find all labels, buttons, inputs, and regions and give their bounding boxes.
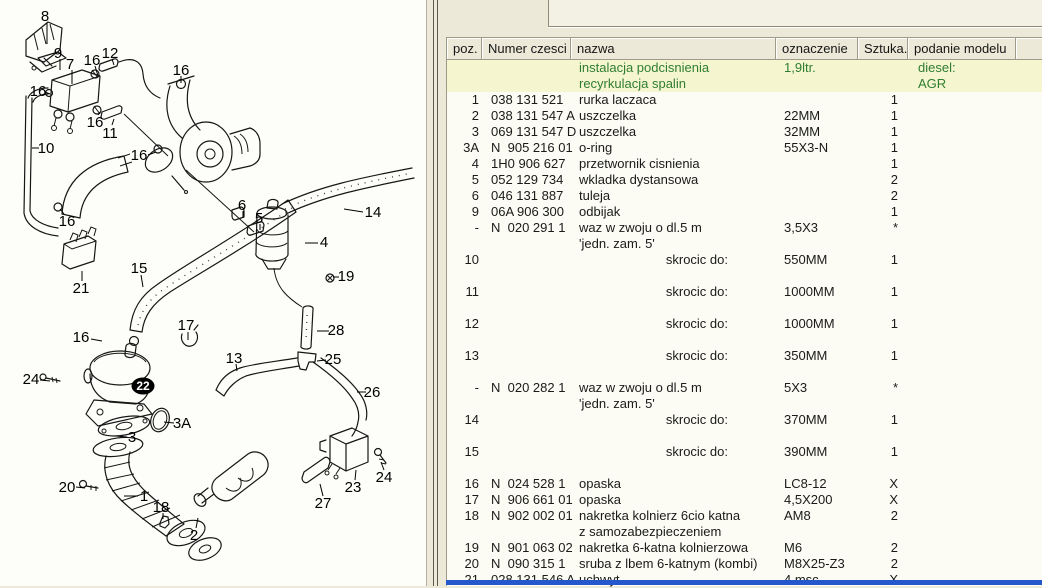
gasket-3-art bbox=[97, 413, 151, 440]
table-row[interactable]: 6 046 131 887 tuleja 2 bbox=[471, 188, 898, 203]
table-row[interactable]: 10 skrocic do: 550MM 1 bbox=[464, 252, 898, 267]
parts-diagram-panel bbox=[0, 0, 427, 586]
column-header-podanie-modelu: podanie modelu bbox=[908, 38, 1016, 59]
table-row[interactable]: 9 06A 906 300 odbijak 1 bbox=[471, 204, 898, 219]
table-row[interactable]: 12 skrocic do: 1000MM 1 bbox=[464, 316, 898, 331]
callout-label-15[interactable]: 15 bbox=[130, 260, 148, 277]
column-header-extra bbox=[1016, 38, 1042, 59]
callout-leader-line bbox=[116, 436, 127, 437]
group-header-row[interactable] bbox=[447, 60, 1042, 92]
table-row[interactable]: 1 038 131 521 rurka laczaca 1 bbox=[471, 92, 898, 107]
table-header-row bbox=[447, 38, 1042, 60]
table-row-continuation[interactable]: 'jedn. zam. 5' bbox=[579, 236, 655, 251]
egr-valve-art bbox=[40, 343, 152, 491]
callout-label-16[interactable]: 16 bbox=[29, 83, 47, 100]
table-row[interactable]: 2 038 131 547 A uszczelka 22MM 1 bbox=[471, 108, 898, 123]
table-row[interactable]: 11 skrocic do: 1000MM 1 bbox=[465, 284, 898, 299]
vacuum-hose-art bbox=[119, 60, 160, 98]
callout-label-5[interactable]: 5 bbox=[254, 210, 264, 227]
callout-label-28[interactable]: 28 bbox=[327, 322, 345, 339]
callout-label-16[interactable]: 16 bbox=[86, 114, 104, 131]
callout-label-11[interactable]: 11 bbox=[102, 125, 118, 142]
connector-21-art bbox=[62, 227, 96, 269]
callout-label-9[interactable]: 9 bbox=[53, 45, 63, 62]
callout-label-27[interactable]: 27 bbox=[314, 495, 332, 512]
callout-label-24[interactable]: 24 bbox=[375, 469, 393, 486]
splitter-handle[interactable] bbox=[433, 0, 438, 586]
callout-label-17[interactable]: 17 bbox=[177, 317, 195, 334]
table-body bbox=[447, 60, 1042, 588]
group-oznaczenie: 1,9ltr. bbox=[784, 60, 816, 75]
group-name-line1: instalacja podcisnienia bbox=[579, 60, 710, 75]
results-header-box bbox=[548, 0, 1042, 27]
panel-splitter[interactable] bbox=[427, 0, 444, 586]
group-model-line1: diesel: bbox=[918, 60, 956, 75]
column-header-sztuka: Sztuka. bbox=[858, 38, 908, 59]
pipe-10-art bbox=[24, 96, 58, 236]
group-name-line2: recyrkulacja spalin bbox=[579, 76, 686, 91]
plug-27-art bbox=[192, 452, 330, 509]
parts-table bbox=[446, 37, 1042, 586]
parts-rows bbox=[447, 92, 1042, 588]
callout-label-18[interactable]: 18 bbox=[152, 499, 170, 516]
table-row[interactable]: 17 N 906 661 01 opaska 4,5X200 X bbox=[464, 492, 898, 507]
callout-label-16[interactable]: 16 bbox=[172, 62, 190, 79]
table-row-continuation[interactable]: 'jedn. zam. 5' bbox=[579, 396, 655, 411]
callout-label-19[interactable]: 19 bbox=[337, 268, 355, 285]
table-row[interactable]: - N 020 291 1 waz w zwoju o dl.5 m 3,5X3 * bbox=[474, 220, 898, 235]
turbo-art bbox=[167, 76, 260, 182]
column-header-numer-czesci: Numer czesci bbox=[482, 38, 571, 59]
table-row[interactable]: 18 N 902 002 01 nakretka kolnierz 6cio katna AM8 2 bbox=[464, 508, 898, 523]
column-header-nazwa: nazwa bbox=[571, 38, 776, 59]
callout-label-8[interactable]: 8 bbox=[40, 8, 50, 25]
intake-elbow-art bbox=[62, 154, 132, 218]
svg-text:22: 22 bbox=[136, 379, 150, 393]
callout-label-3[interactable]: 3 bbox=[127, 429, 137, 446]
callout-label-13[interactable]: 13 bbox=[225, 350, 243, 367]
callout-label-1[interactable]: 1 bbox=[139, 488, 149, 505]
callout-leader-line bbox=[91, 339, 102, 341]
parts-list-panel bbox=[444, 0, 1042, 586]
callout-label-26[interactable]: 26 bbox=[363, 384, 381, 401]
callout-leader-line bbox=[344, 209, 363, 212]
part-badge-22[interactable] bbox=[132, 378, 155, 395]
group-model-line2: AGR bbox=[918, 76, 947, 91]
oring-3a-art bbox=[148, 406, 173, 434]
column-header-oznaczenie: oznaczenie bbox=[776, 38, 858, 59]
callout-label-16[interactable]: 16 bbox=[130, 147, 148, 164]
selection-bar[interactable] bbox=[446, 580, 1042, 585]
table-row[interactable]: 4 1H0 906 627 przetwornik cisnienia 1 bbox=[471, 156, 898, 171]
parts-diagram-svg bbox=[0, 0, 426, 586]
callout-label-3A[interactable]: 3A bbox=[172, 415, 192, 432]
table-row[interactable]: 5 052 129 734 wkladka dystansowa 2 bbox=[471, 172, 898, 187]
callout-label-23[interactable]: 23 bbox=[344, 479, 362, 496]
table-row[interactable]: 13 skrocic do: 350MM 1 bbox=[464, 348, 898, 363]
table-row[interactable]: 14 skrocic do: 370MM 1 bbox=[464, 412, 898, 427]
callout-label-2[interactable]: 2 bbox=[189, 527, 199, 544]
callout-leader-line bbox=[40, 380, 50, 381]
callout-label-7[interactable]: 7 bbox=[65, 56, 75, 73]
table-row[interactable]: 15 skrocic do: 390MM 1 bbox=[464, 444, 898, 459]
hose-15-art bbox=[130, 200, 297, 346]
callout-label-12[interactable]: 12 bbox=[101, 45, 119, 62]
table-row-continuation[interactable]: z samozabezpieczeniem bbox=[579, 524, 722, 539]
callout-label-16[interactable]: 16 bbox=[72, 329, 90, 346]
callout-label-14[interactable]: 14 bbox=[364, 204, 382, 221]
table-row[interactable]: 20 N 090 315 1 sruba z lbem 6-katnym (kombi) M8X25-Z3 2 bbox=[464, 556, 898, 571]
callout-label-20[interactable]: 20 bbox=[58, 479, 76, 496]
table-row[interactable]: 3 069 131 547 D uszczelka 32MM 1 bbox=[471, 124, 898, 139]
callout-label-4[interactable]: 4 bbox=[319, 234, 329, 251]
callout-label-10[interactable]: 10 bbox=[37, 140, 55, 157]
column-header-poz: poz. bbox=[447, 38, 482, 59]
table-row[interactable]: 3A N 905 216 01 o-ring 55X3-N 1 bbox=[463, 140, 898, 155]
table-row[interactable]: 16 N 024 528 1 opaska LC8-12 X bbox=[464, 476, 898, 491]
callout-label-16[interactable]: 16 bbox=[83, 52, 101, 69]
callout-label-16[interactable]: 16 bbox=[58, 213, 76, 230]
callout-label-6[interactable]: 6 bbox=[237, 197, 247, 214]
table-row[interactable]: 19 N 901 063 02 nakretka 6-katna kolnierzowa M6 2 bbox=[464, 540, 898, 555]
callout-label-24[interactable]: 24 bbox=[22, 371, 40, 388]
table-row[interactable]: - N 020 282 1 waz w zwoju o dl.5 m 5X3 * bbox=[474, 380, 898, 395]
callout-label-25[interactable]: 25 bbox=[324, 351, 342, 368]
callout-label-21[interactable]: 21 bbox=[72, 280, 90, 297]
